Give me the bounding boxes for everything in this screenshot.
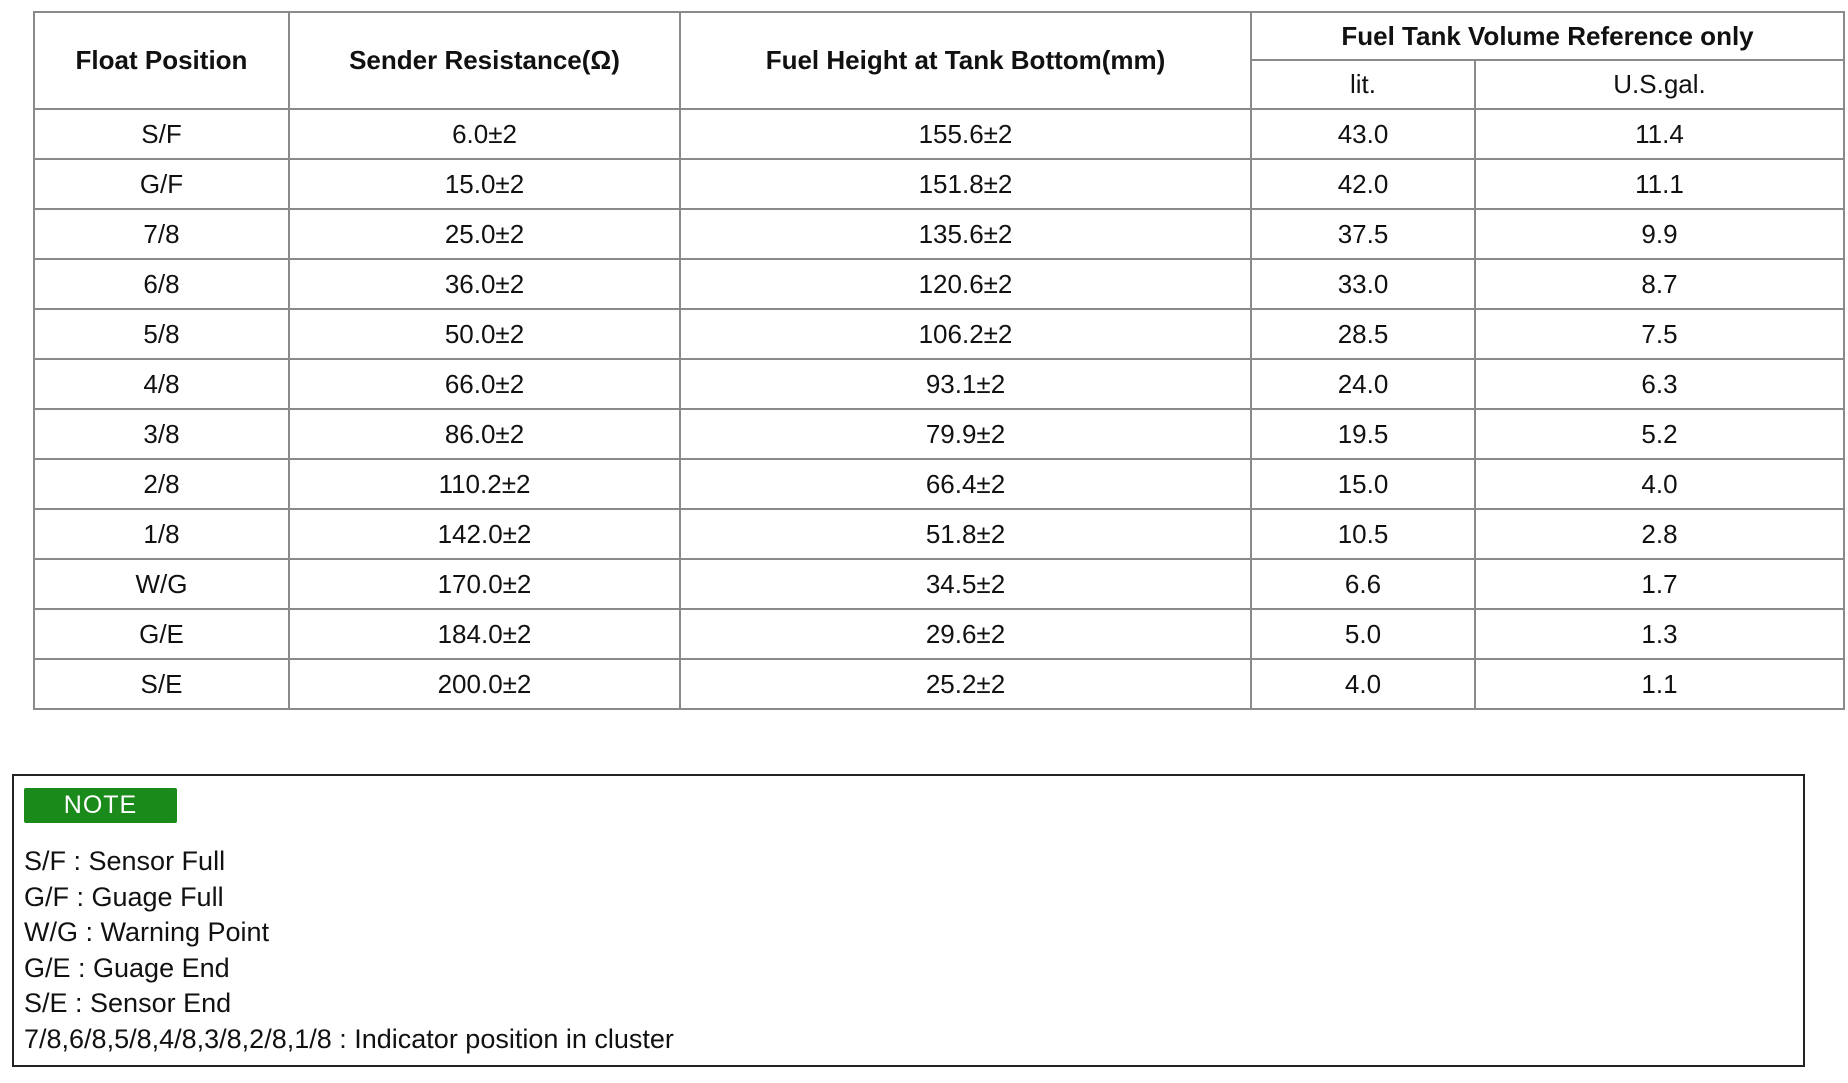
cell-fuel-height: 51.8±2: [680, 509, 1251, 559]
cell-usgal: 7.5: [1475, 309, 1844, 359]
cell-sender-resistance: 6.0±2: [289, 109, 680, 159]
cell-sender-resistance: 36.0±2: [289, 259, 680, 309]
cell-sender-resistance: 170.0±2: [289, 559, 680, 609]
cell-lit: 37.5: [1251, 209, 1475, 259]
cell-sender-resistance: 25.0±2: [289, 209, 680, 259]
cell-sender-resistance: 86.0±2: [289, 409, 680, 459]
cell-sender-resistance: 50.0±2: [289, 309, 680, 359]
cell-sender-resistance: 142.0±2: [289, 509, 680, 559]
cell-usgal: 9.9: [1475, 209, 1844, 259]
cell-lit: 4.0: [1251, 659, 1475, 709]
cell-usgal: 6.3: [1475, 359, 1844, 409]
cell-usgal: 11.4: [1475, 109, 1844, 159]
table-row: [34, 559, 1844, 609]
cell-float-position: 6/8: [34, 259, 289, 309]
header-volume-group: Fuel Tank Volume Reference only: [1251, 12, 1844, 60]
table-row: [34, 409, 1844, 459]
cell-usgal: 5.2: [1475, 409, 1844, 459]
cell-float-position: 7/8: [34, 209, 289, 259]
cell-sender-resistance: 110.2±2: [289, 459, 680, 509]
table-row: [34, 609, 1844, 659]
cell-sender-resistance: 200.0±2: [289, 659, 680, 709]
table-row: [34, 509, 1844, 559]
note-line-gf: G/F : Guage Full: [24, 881, 224, 912]
table-row: [34, 159, 1844, 209]
cell-fuel-height: 106.2±2: [680, 309, 1251, 359]
note-list: [24, 844, 674, 1057]
cell-float-position: G/F: [34, 159, 289, 209]
cell-float-position: G/E: [34, 609, 289, 659]
cell-float-position: S/E: [34, 659, 289, 709]
cell-usgal: 8.7: [1475, 259, 1844, 309]
table-row: [34, 459, 1844, 509]
cell-usgal: 2.8: [1475, 509, 1844, 559]
header-fuel-height: Fuel Height at Tank Bottom(mm): [680, 12, 1251, 109]
cell-lit: 24.0: [1251, 359, 1475, 409]
cell-usgal: 1.1: [1475, 659, 1844, 709]
cell-usgal: 11.1: [1475, 159, 1844, 209]
cell-fuel-height: 93.1±2: [680, 359, 1251, 409]
cell-float-position: 1/8: [34, 509, 289, 559]
header-usgal: U.S.gal.: [1475, 60, 1844, 109]
cell-lit: 43.0: [1251, 109, 1475, 159]
cell-lit: 28.5: [1251, 309, 1475, 359]
table-body: [34, 109, 1844, 709]
header-float-position: Float Position: [34, 12, 289, 109]
cell-usgal: 1.7: [1475, 559, 1844, 609]
cell-fuel-height: 151.8±2: [680, 159, 1251, 209]
table-row: [34, 359, 1844, 409]
note-box: [12, 774, 1805, 1067]
note-line-se: S/E : Sensor End: [24, 988, 232, 1018]
cell-lit: 42.0: [1251, 159, 1475, 209]
cell-float-position: 2/8: [34, 459, 289, 509]
table-row: [34, 209, 1844, 259]
cell-sender-resistance: 184.0±2: [289, 609, 680, 659]
cell-lit: 5.0: [1251, 609, 1475, 659]
cell-float-position: 5/8: [34, 309, 289, 359]
cell-lit: 19.5: [1251, 409, 1475, 459]
cell-sender-resistance: 66.0±2: [289, 359, 680, 409]
header-lit: lit.: [1251, 60, 1475, 109]
table-row: [34, 659, 1844, 709]
cell-float-position: 4/8: [34, 359, 289, 409]
cell-fuel-height: 25.2±2: [680, 659, 1251, 709]
cell-usgal: 1.3: [1475, 609, 1844, 659]
cell-float-position: W/G: [34, 559, 289, 609]
note-line-ge: G/E : Guage End: [24, 952, 230, 983]
note-badge: NOTE: [24, 788, 177, 823]
cell-fuel-height: 135.6±2: [680, 209, 1251, 259]
table-row: [34, 109, 1844, 159]
cell-fuel-height: 34.5±2: [680, 559, 1251, 609]
note-line-sf: S/F : Sensor Full: [24, 846, 226, 876]
cell-fuel-height: 29.6±2: [680, 609, 1251, 659]
note-line-wg: W/G : Warning Point: [24, 917, 270, 947]
cell-lit: 15.0: [1251, 459, 1475, 509]
cell-lit: 6.6: [1251, 559, 1475, 609]
cell-fuel-height: 155.6±2: [680, 109, 1251, 159]
fuel-sender-spec-table: [33, 11, 1845, 710]
header-sender-resistance: Sender Resistance(Ω): [289, 12, 680, 109]
cell-float-position: S/F: [34, 109, 289, 159]
cell-fuel-height: 79.9±2: [680, 409, 1251, 459]
cell-lit: 33.0: [1251, 259, 1475, 309]
cell-usgal: 4.0: [1475, 459, 1844, 509]
cell-fuel-height: 120.6±2: [680, 259, 1251, 309]
table-row: [34, 259, 1844, 309]
cell-sender-resistance: 15.0±2: [289, 159, 680, 209]
cell-fuel-height: 66.4±2: [680, 459, 1251, 509]
note-line-indicator: 7/8,6/8,5/8,4/8,3/8,2/8,1/8 : Indicator position in cluster: [24, 1023, 674, 1054]
cell-float-position: 3/8: [34, 409, 289, 459]
cell-lit: 10.5: [1251, 509, 1475, 559]
table-row: [34, 309, 1844, 359]
